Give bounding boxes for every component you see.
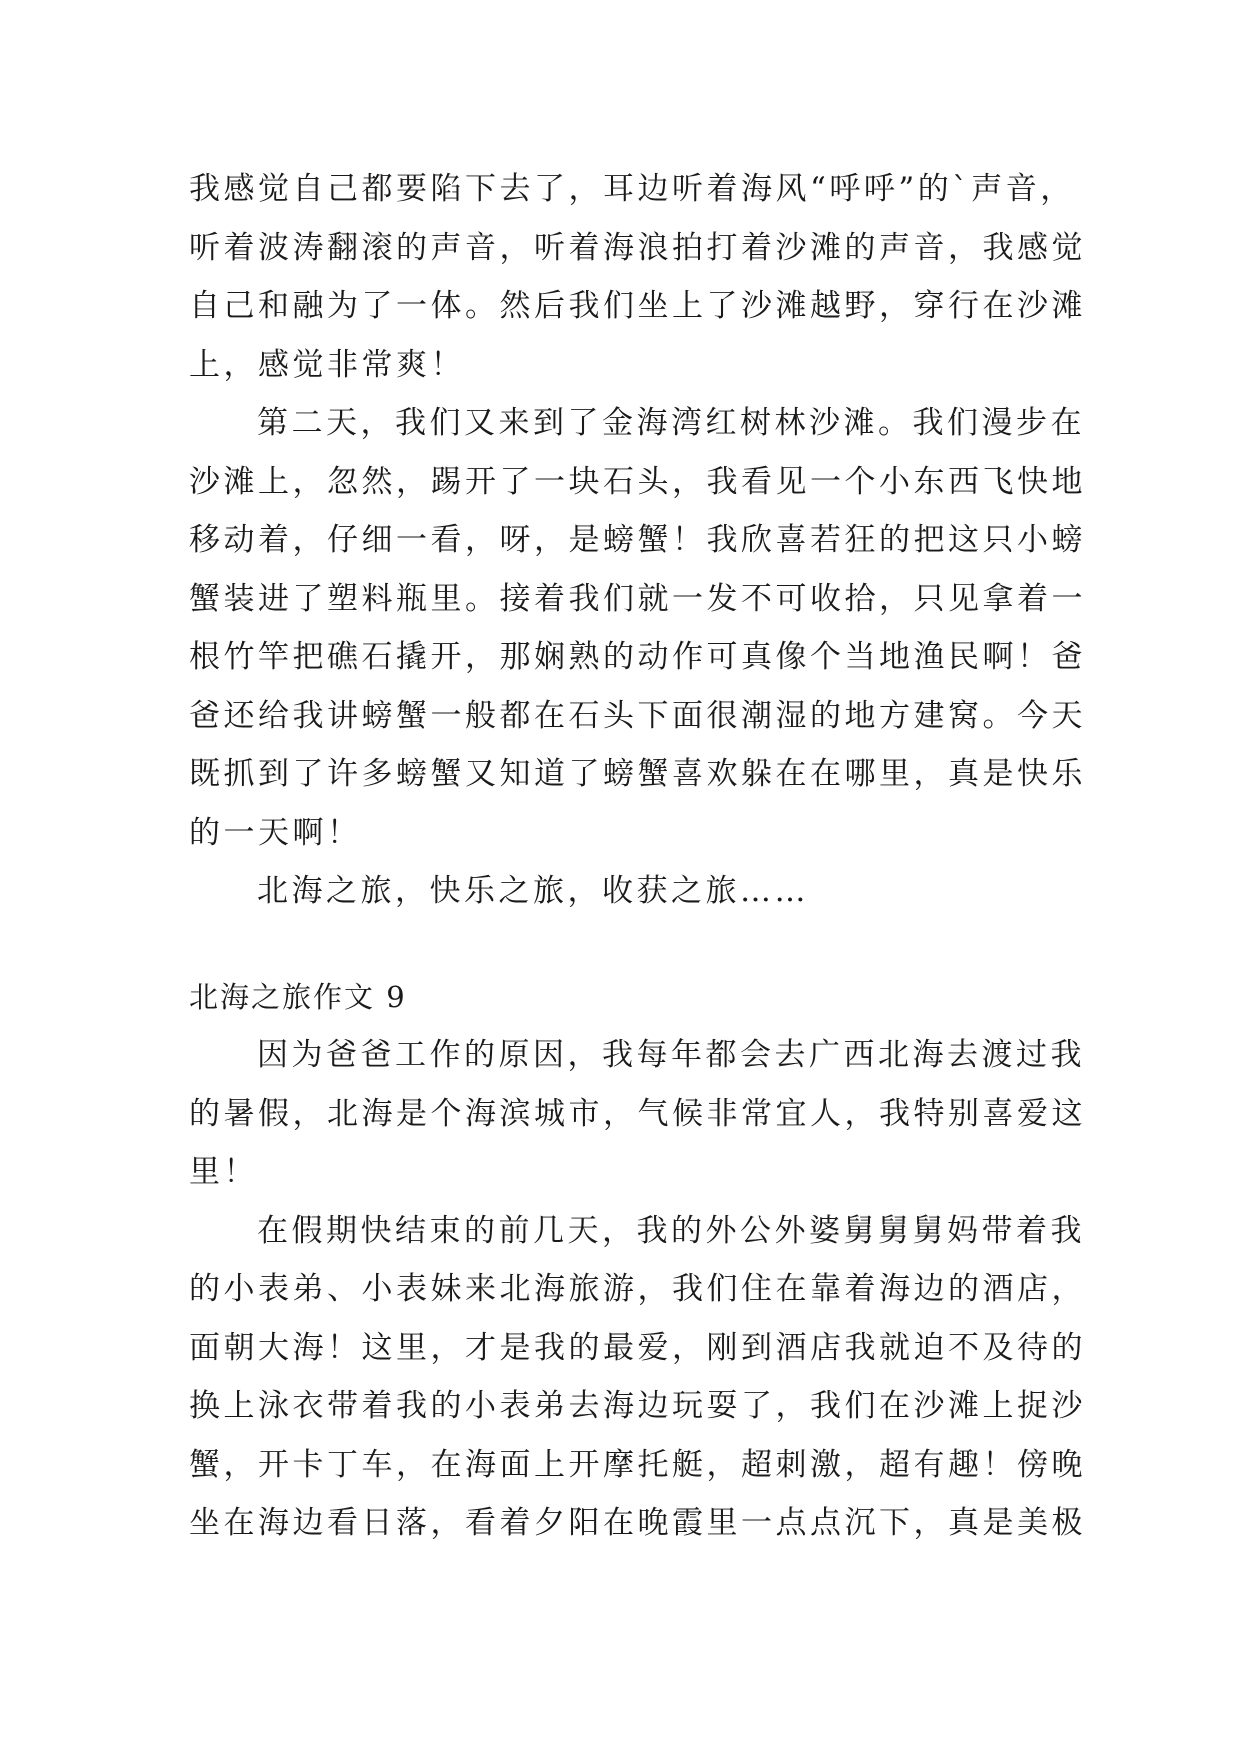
text-line: 上，感觉非常爽！ <box>189 346 465 383</box>
text-line: 爸还给我讲螃蟹一般都在石头下面很潮湿的地方建窝。今天 <box>189 697 1086 734</box>
text-line: 的小表弟、小表妹来北海旅游，我们住在靠着海边的酒店， <box>189 1271 1086 1307</box>
section-title: 北海之旅作文 9 <box>189 979 407 1014</box>
text-line: 我感觉自己都要陷下去了，耳边听着海风“呼呼”的`声音， <box>189 171 1075 207</box>
text-line: 的一天啊！ <box>189 814 362 851</box>
document-body <box>189 160 1086 1553</box>
text-line: 沙滩上，忽然，踢开了一块石头，我看见一个小东西飞快地 <box>189 463 1086 500</box>
text-line: 移动着，仔细一看，呀，是螃蟹！我欣喜若狂的把这只小螃 <box>189 522 1086 558</box>
text-line: 面朝大海！这里，才是我的最爱，刚到酒店我就迫不及待的 <box>189 1329 1086 1366</box>
text-line: 的暑假，北海是个海滨城市，气候非常宜人，我特别喜爱这 <box>189 1095 1086 1132</box>
text-line: 蟹装进了塑料瓶里。接着我们就一发不可收拾，只见拿着一 <box>189 580 1086 617</box>
text-line: 里！ <box>189 1154 258 1190</box>
text-line: 第二天，我们又来到了金海湾红树林沙滩。我们漫步在 <box>257 405 1085 441</box>
text-line: 自己和融为了一体。然后我们坐上了沙滩越野，穿行在沙滩 <box>189 288 1086 324</box>
text-line: 在假期快结束的前几天，我的外公外婆舅舅舅妈带着我 <box>257 1212 1085 1249</box>
text-line: 坐在海边看日落，看着夕阳在晚霞里一点点沉下，真是美极 <box>189 1505 1086 1541</box>
text-line: 因为爸爸工作的原因，我每年都会去广西北海去渡过我 <box>257 1037 1085 1073</box>
text-line: 北海之旅，快乐之旅，收获之旅…… <box>257 873 809 909</box>
text-line: 根竹竿把礁石撬开，那娴熟的动作可真像个当地渔民啊！爸 <box>189 639 1086 675</box>
text-line: 听着波涛翻滚的声音，听着海浪拍打着沙滩的声音，我感觉 <box>189 229 1086 266</box>
paragraph-intro <box>189 1026 1086 1202</box>
text-line: 蟹，开卡丁车，在海面上开摩托艇，超刺激，超有趣！傍晚 <box>189 1446 1086 1483</box>
paragraph-holiday <box>189 1202 1086 1553</box>
text-line: 既抓到了许多螃蟹又知道了螃蟹喜欢躲在在哪里，真是快乐 <box>189 756 1086 792</box>
section-spacer <box>189 921 1069 968</box>
paragraph-continuation <box>189 160 1086 394</box>
paragraph-summary <box>189 862 1069 921</box>
text-line: 换上泳衣带着我的小表弟去海边玩耍了，我们在沙滩上捉沙 <box>189 1388 1086 1424</box>
paragraph-second-day <box>189 394 1086 862</box>
